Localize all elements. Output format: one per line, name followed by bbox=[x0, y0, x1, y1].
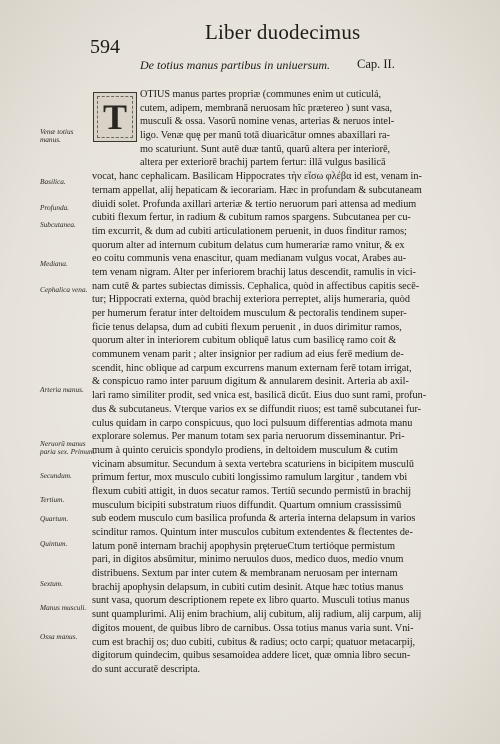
text-line: dus & subcutaneus. Vterque varios ex se diffundit riuos; est tamē subcutanei fur- bbox=[92, 403, 422, 415]
text-line: sub eodem musculo cum basilica profunda & arteria interna delapsum in varios bbox=[92, 513, 416, 525]
text-line: mum à quinto ceruicis spondylo prodiens, in deltoidem musculum & cutim bbox=[92, 444, 398, 456]
margin-note: Venæ totius manus. bbox=[40, 127, 74, 144]
margin-note: Subcutanea. bbox=[40, 220, 76, 229]
text-line: primum fertur, mox musculo cubiti longissimo ramulum largitur , tandem vbi bbox=[92, 472, 408, 484]
margin-note: Mediana. bbox=[40, 259, 68, 268]
text-line: culus quidam in carpo conspicuus, quo loci pulsuum differentias admota manu bbox=[92, 417, 413, 429]
text-line: tur; Hippocrati externa, quòd brachij exteriora perreptet, alijs humeraria, quòd bbox=[92, 294, 410, 306]
text-line: tim excurrit, & dum ad cubiti articulationem peruenit, in duos finditur ramos; bbox=[92, 225, 407, 237]
text-line: sunt vasa, quorum descriptionem repete ex libro quarto. Musculi totius manus bbox=[92, 595, 410, 607]
text-line: explorare solemus. Per manum totam sex paria neruorum disseminantur. Pri- bbox=[92, 431, 405, 443]
chapter-number: Cap. II. bbox=[357, 57, 395, 71]
text-line: nam cutē & partes subiectas dimissis. Cephalica, quòd in affectibus capitis secē- bbox=[92, 280, 420, 292]
text-line: ficie tenus delapsa, dum ad cubiti flexum peruenit , in duos dirimitur ramos, bbox=[92, 321, 402, 333]
margin-note: Sextum. bbox=[40, 579, 63, 588]
margin-note: Basilica. bbox=[40, 177, 66, 186]
text-line: vocat, hanc cephalicam. Basilicam Hippocrates τὴν εἴσω φλέβα id est, venam in- bbox=[92, 171, 422, 183]
text-line: quorum alter ad internum cubitum delatus cum humerariæ ramo vnitur, & ex bbox=[92, 239, 405, 251]
text-line: pari, in digitos absūmitur, minimo neruulos duos, medico duos, medio vnum bbox=[92, 554, 404, 566]
text-line: flexum cubiti attigit, in duos secatur ramos. Tertiū secundo permistū in brachij bbox=[92, 485, 412, 497]
text-line: & conspicuo ramo inter paruum digitum & annularem desinit. Arteria ab axil- bbox=[92, 376, 409, 388]
text-line: ternam appellat, alij hepaticam & iecorariam. Hæc in profundam & subcutaneam bbox=[92, 184, 422, 196]
text-line: communem venam parit ; alter insignior per radium ad eius ferē medium de- bbox=[92, 349, 404, 361]
margin-note: Ossa manus. bbox=[40, 632, 78, 641]
margin-note: Cephalica vena. bbox=[40, 285, 88, 294]
text-line: quorum alter in interiorem cubitum obliquē latus cum basilicę ramo coit & bbox=[92, 335, 397, 347]
text-line: per humerum feratur inter deltoidem musculum & pectoralis tendinem super- bbox=[92, 308, 407, 319]
text-line: OTIUS manus partes propriæ (communes enim ut cuticulá, bbox=[140, 89, 382, 100]
margin-note: Manus musculi. bbox=[40, 603, 87, 612]
text-line: cum est brachij os; duo cubiti, cubitus & radius; octo carpi; quatuor metacarpij, bbox=[92, 636, 416, 648]
chapter-heading: De totius manus partibus in uniuersum. bbox=[140, 58, 331, 72]
text-line: lari ramo similiter prodit, sed vnica est, basilicā dicūt. Eius duo sunt rami, profun- bbox=[92, 390, 427, 402]
text-line: diuidi solet. Profunda axillari arteriæ & tertio neruorum pari attensa ad medium bbox=[92, 198, 417, 210]
body-text bbox=[92, 88, 474, 677]
text-line: brachij apophysin delapsum, in cubiti cutim desinit. Atque hæc totius manus bbox=[92, 581, 404, 593]
text-line: musculi & ossa. Vasorũ nomine venas, arterias & neruos intel- bbox=[140, 116, 395, 128]
text-line: distribuens. Sextum par inter cutem & membranam neruosam per internam bbox=[92, 568, 398, 580]
page-number: 594 bbox=[90, 36, 120, 58]
text-line: tem venam nigram. Alter per inferiorem brachij latus descendit, ramulis in vici- bbox=[92, 266, 416, 278]
text-line: do sunt accuratē descripta. bbox=[92, 663, 201, 675]
text-line: scendit, hinc oblique ad carpum excurrens manum externam ferē totam irrigat, bbox=[92, 362, 412, 374]
margin-note: Neruorū manus paria sex. Primum. bbox=[40, 439, 96, 456]
margin-note: Arteria manus. bbox=[40, 385, 84, 394]
text-line: musculum bicipiti substratum riuos diffundit. Quartum omnium crassissimū bbox=[92, 499, 402, 511]
running-title: Liber duodecimus bbox=[205, 20, 361, 44]
margin-note: Quartum. bbox=[40, 514, 69, 523]
text-line: digitos mouent, de quibus libro de carnibus. Ossa totius manus varia sunt. Vni- bbox=[92, 622, 414, 634]
margin-note: Tertium. bbox=[40, 495, 65, 504]
text-line: vicinam absumitur. Secundum à sexta vertebra scaturiens in bicipitem musculū bbox=[92, 458, 414, 470]
decorated-initial-letter: T bbox=[93, 92, 137, 142]
text-line: cutem, adipem, membranā neruosam hîc prætereo ) sunt vasa, bbox=[140, 102, 393, 114]
text-line: altera per exteriorē brachij partem fertur: illā vulgus basilicā bbox=[140, 157, 386, 169]
text-line: eo coitu communis vena enascitur, quam medianam vulgus vocat, Arabes au- bbox=[92, 253, 407, 265]
text-line: digitorum quindecim, quibus sesamoidea addere licet, quæ omnia libro secun- bbox=[92, 650, 411, 662]
text-line: mo scaturiunt. Sunt autē duæ tantũ, quarũ altera per interiorē, bbox=[140, 143, 391, 155]
text-line: latum ponē internam brachij apophysin prȩterueCtum tertióque permistum bbox=[92, 540, 395, 552]
text-line: cubiti flexum fertur, in radium & cubitum ramos spargens. Subcutanea per cu- bbox=[92, 212, 411, 224]
margin-note: Profunda. bbox=[40, 203, 70, 212]
text-line: sunt quamplurimi. Alij enim brachium, alij cubitum, alij radium, alij carpum, alij bbox=[92, 609, 422, 621]
text-line: scinditur ramos. Quintum inter musculos cubitum extendentes & flectentes de- bbox=[92, 527, 413, 538]
text-line: ligo. Venæ quę per manũ totā diuaricātur omnes abaxillari ra- bbox=[140, 130, 390, 142]
margin-note: Secundum. bbox=[40, 471, 72, 480]
margin-note: Quintum. bbox=[40, 539, 68, 548]
